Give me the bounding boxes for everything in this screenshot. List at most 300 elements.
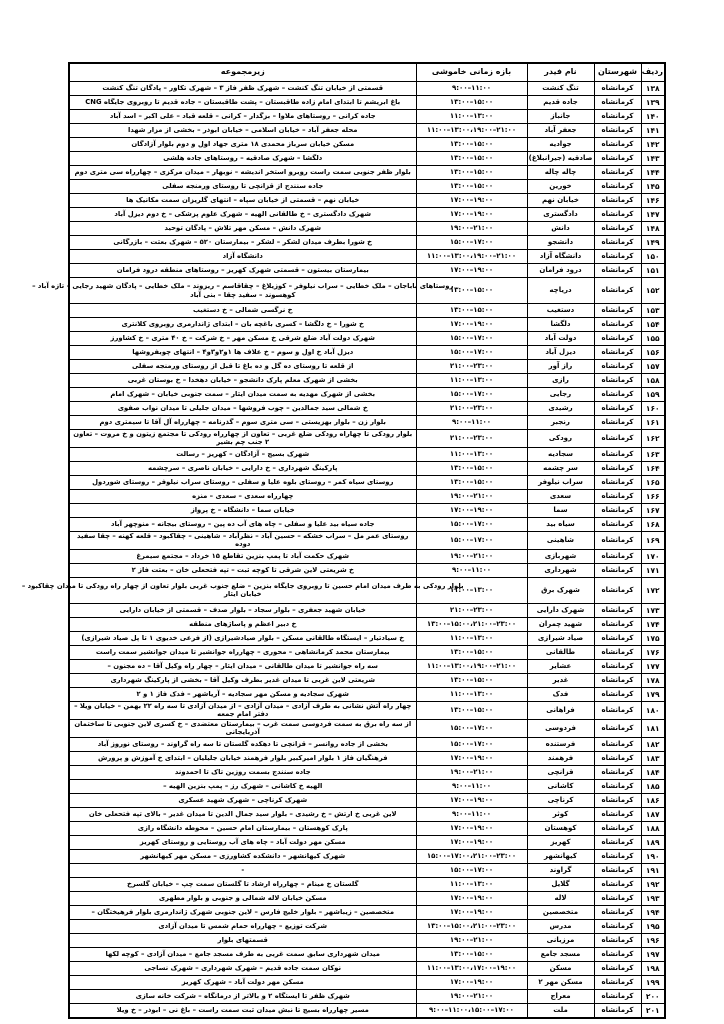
cell-details — [69, 180, 416, 194]
cell-county: کرمانشاه — [594, 388, 641, 402]
cell-time: ۱۹:۰۰–۲۱:۰۰ — [416, 933, 527, 947]
details-text: شهرک بسیج – آزادگان – کهریز – رسالت — [176, 450, 310, 459]
cell-feeder: کهریز — [527, 835, 594, 849]
cell-county: کرمانشاه — [594, 503, 641, 517]
cell-feeder: کاشانی — [527, 779, 594, 793]
cell-details — [21, 577, 464, 603]
details-text: بلوار زن – بلوار بهزیستی – سی متری سوم – گذرنامه – چهارراه آل آقا تا سیمتری دوم — [99, 418, 386, 427]
cell-county: کرمانشاه — [594, 430, 641, 448]
cell-time: ۱۵:۰۰–۱۷:۰۰ — [416, 346, 527, 360]
details-text: دانشگاه آزاد — [222, 252, 263, 261]
cell-row-number: ۱۹۵ — [641, 919, 665, 933]
cell-time: ۱۷:۰۰–۱۹:۰۰ — [416, 905, 527, 919]
table-row — [69, 687, 665, 701]
cell-time: ۱۳:۰۰–۱۵:۰۰ — [416, 180, 527, 194]
cell-row-number: ۲۰۱ — [641, 1003, 665, 1018]
header-time: بازه زمانی خاموشی — [416, 63, 527, 82]
header-row — [69, 63, 665, 82]
cell-time: ۱۹:۰۰–۲۱:۰۰ — [416, 489, 527, 503]
details-text: بلوار ظفر جنوبی سمت راست روبرو استخر اندیشه – نوبهار – میدان مرکزی – چهارراه سی متری دوم — [74, 168, 411, 177]
cell-details — [69, 659, 416, 673]
cell-row-number: ۱۳۸ — [641, 82, 665, 96]
table-row — [69, 765, 665, 779]
cell-time: ۱۵:۰۰–۱۷:۰۰ — [416, 236, 527, 250]
cell-row-number: ۱۴۰ — [641, 110, 665, 124]
details-text: قسمتهای بلوار — [217, 936, 268, 945]
cell-row-number: ۱۹۸ — [641, 961, 665, 975]
cell-time: ۱۷:۰۰–۱۹:۰۰ — [416, 975, 527, 989]
cell-time: ۱۳:۰۰–۱۵:۰۰،۲۱:۰۰–۲۳:۰۰ — [416, 919, 527, 933]
cell-feeder: سعدی — [527, 489, 594, 503]
cell-county: کرمانشاه — [594, 989, 641, 1003]
cell-county: کرمانشاه — [594, 849, 641, 863]
cell-feeder: قزانچی — [527, 765, 594, 779]
cell-feeder: کیهانشهر — [527, 849, 594, 863]
cell-county: کرمانشاه — [594, 236, 641, 250]
table-row — [69, 332, 665, 346]
details-text: روستای عمر مل – سراب خشکه – حسین آباد – نظرآباد – شاهینی – چقاکبود – قلعه کهنه – چقا سفید دوده — [77, 531, 409, 549]
details-text: مسکن خیابان سرباز محمدی ۱۸ متری جهاد اول و دوم بلوار آزادگان — [131, 140, 355, 149]
details-text: میدان شهرداری سابق سمت غربی به طرف مسجد جامع – میدان آزادی – کوچه لکها — [105, 950, 381, 959]
cell-row-number: ۱۹۷ — [641, 947, 665, 961]
cell-details — [69, 222, 416, 236]
table-body — [21, 82, 665, 1018]
cell-feeder: فردوسی — [527, 719, 594, 737]
cell-feeder: مسجد جامع — [527, 947, 594, 961]
details-text: مسکن مهر دولت آباد – شهرک کهریز — [181, 978, 304, 987]
details-text: بیمارستان بیستون – قسمتی شهرک کهریز – روستاهای منطقه درود فرامان — [116, 266, 369, 275]
cell-details — [69, 152, 416, 166]
table-row — [69, 919, 665, 933]
cell-county: کرمانشاه — [594, 531, 641, 549]
cell-feeder: متخصصین — [527, 905, 594, 919]
cell-time: ۱۵:۰۰–۱۷:۰۰ — [416, 388, 527, 402]
cell-time: ۱۹:۰۰–۲۱:۰۰ — [416, 549, 527, 563]
cell-time: ۹:۰۰–۱۱:۰۰ — [416, 416, 527, 430]
details-text: روستای سیاه کمر – روستای بلوه علیا و سفلی – روستای سراب نیلوفر – روستای شوردول — [92, 478, 394, 487]
cell-details — [69, 563, 416, 577]
cell-time: ۱۷:۰۰–۱۹:۰۰ — [416, 264, 527, 278]
cell-row-number: ۱۴۳ — [641, 152, 665, 166]
cell-feeder: فدک — [527, 687, 594, 701]
table-row — [69, 821, 665, 835]
cell-county: کرمانشاه — [594, 719, 641, 737]
table-row — [69, 849, 665, 863]
cell-county: کرمانشاه — [594, 416, 641, 430]
cell-details — [69, 603, 416, 617]
cell-feeder: لاله — [527, 891, 594, 905]
details-text: الهیه خ کاشانی – شهرک رز – پمپ بنزین الهیه – — [163, 782, 323, 791]
cell-details — [69, 430, 416, 448]
table-row — [69, 475, 665, 489]
cell-feeder: تنگ کنشت — [527, 82, 594, 96]
details-text: مسیر چهارراه بسیج تا نبش میدان ثبت سمت راست – باغ نی – ابوذر – خ ویلا — [116, 1006, 369, 1015]
cell-feeder: معراج — [527, 989, 594, 1003]
details-text: خیابان شهید جعفری – بلوار سجاد – بلوار صدف – قسمتی از خیابان دارایی — [119, 606, 366, 615]
cell-time: ۱۷:۰۰–۱۹:۰۰ — [416, 318, 527, 332]
details-text: بلوار رودکی تا چهاراه رودکی ضلع غربی – تعاون از چهارراه رودکی تا مجتمع زیتون و خ مروت – تعاون ۲ جنب چم بشیر — [73, 430, 413, 447]
cell-row-number: ۱۷۲ — [641, 577, 665, 603]
cell-row-number: ۱۸۶ — [641, 793, 665, 807]
cell-time: ۱۳:۰۰–۱۵:۰۰،۲۱:۰۰–۲۳:۰۰ — [416, 617, 527, 631]
cell-details — [69, 1003, 416, 1018]
cell-time: ۱۹:۰۰–۲۱:۰۰ — [416, 222, 527, 236]
cell-county: کرمانشاه — [594, 208, 641, 222]
cell-feeder: شاهینی — [527, 531, 594, 549]
cell-county: کرمانشاه — [594, 194, 641, 208]
cell-time: ۱۳:۰۰–۱۵:۰۰ — [416, 673, 527, 687]
cell-time: ۹:۰۰–۱۱:۰۰ — [416, 563, 527, 577]
table-row — [69, 719, 665, 737]
table-row — [69, 124, 665, 138]
cell-details — [69, 821, 416, 835]
details-text: شهرک کرناچی – شهرک شهید عسکری — [178, 796, 308, 805]
cell-row-number: ۱۳۹ — [641, 96, 665, 110]
cell-details — [69, 645, 416, 659]
cell-feeder: فرستنده — [527, 737, 594, 751]
cell-feeder: دریاچه — [527, 278, 594, 304]
cell-time: ۲۱:۰۰–۲۳:۰۰ — [416, 402, 527, 416]
table-row — [69, 278, 665, 304]
table-row — [69, 631, 665, 645]
cell-details — [32, 278, 454, 304]
cell-details — [69, 751, 416, 765]
cell-county: کرمانشاه — [594, 751, 641, 765]
cell-time: ۱۱:۰۰–۱۳:۰۰،۱۷:۰۰–۱۹:۰۰ — [416, 961, 527, 975]
cell-county: کرمانشاه — [594, 278, 641, 304]
details-text: چهار راه آتش نشانی به طرف آزادی – میدان آزادی – از میدان آزادی تا سه راه ۲۲ بهمن – خیابان ویلا – دفتر امام جمعه — [74, 701, 412, 719]
details-text: لاین غربی خ ارتش – خ رشیدی – بلوار سید جمال الدین تا میدان غدیر – بالای تپه فتحعلی خان — [88, 810, 397, 819]
cell-county: کرمانشاه — [594, 701, 641, 719]
cell-row-number: ۱۴۷ — [641, 208, 665, 222]
table-row — [69, 152, 665, 166]
cell-row-number: ۱۹۱ — [641, 863, 665, 877]
table-row — [69, 673, 665, 687]
cell-feeder: فراهانی — [527, 701, 594, 719]
cell-details — [69, 919, 416, 933]
cell-time: ۱۷:۰۰–۱۹:۰۰ — [416, 793, 527, 807]
table-row — [69, 110, 665, 124]
cell-row-number: ۱۵۴ — [641, 318, 665, 332]
cell-row-number: ۱۵۲ — [641, 278, 665, 304]
cell-county: کرمانشاه — [594, 617, 641, 631]
cell-time: ۱۱:۰۰–۱۳:۰۰ — [416, 110, 527, 124]
cell-row-number: ۱۶۱ — [641, 416, 665, 430]
cell-county: کرمانشاه — [594, 975, 641, 989]
cell-row-number: ۱۷۴ — [641, 617, 665, 631]
details-text: محله جعفر آباد – خیابان اسلامی – خیابان ابوذر – بخشی از مزار شهدا — [128, 126, 358, 135]
cell-time: ۹:۰۰–۱۱:۰۰ — [416, 807, 527, 821]
cell-county: کرمانشاه — [594, 737, 641, 751]
cell-county: کرمانشاه — [594, 961, 641, 975]
cell-details — [69, 905, 416, 919]
cell-details — [69, 617, 416, 631]
cell-feeder: سر چشمه — [527, 461, 594, 475]
cell-details — [69, 264, 416, 278]
cell-row-number: ۱۶۹ — [641, 531, 665, 549]
cell-details — [69, 360, 416, 374]
cell-feeder: کوهستان — [527, 821, 594, 835]
cell-time: ۱۱:۰۰–۱۳:۰۰ — [416, 631, 527, 645]
cell-row-number: ۱۷۵ — [641, 631, 665, 645]
cell-county: کرمانشاه — [594, 489, 641, 503]
cell-county: کرمانشاه — [594, 863, 641, 877]
details-text: خ سیادتیار – ایستگاه طالقانی مسکن – بلوار صیادشیرازی (از فرعی خدیوی ۱ تا پل صیاد شیرازی) — [81, 634, 405, 643]
cell-row-number: ۱۸۵ — [641, 779, 665, 793]
cell-time: ۱۵:۰۰–۱۷:۰۰ — [416, 332, 527, 346]
cell-time: ۱۵:۰۰–۱۷:۰۰ — [416, 719, 527, 737]
cell-details — [69, 779, 416, 793]
details-text: خیابان سما – دانشگاه – خ پرواز — [190, 506, 295, 515]
cell-time: ۱۱:۰۰–۱۳:۰۰ — [416, 447, 527, 461]
cell-row-number: ۱۹۶ — [641, 933, 665, 947]
table-row — [69, 416, 665, 430]
cell-county: کرمانشاه — [594, 631, 641, 645]
cell-details — [69, 489, 416, 503]
cell-feeder: شهید چمران — [527, 617, 594, 631]
cell-feeder: دیزل آباد — [527, 346, 594, 360]
cell-county: کرمانشاه — [594, 765, 641, 779]
cell-time: ۹:۰۰–۱۱:۰۰ — [416, 82, 527, 96]
header-county: شهرستان — [594, 63, 641, 82]
cell-feeder: جعفر آباد — [527, 124, 594, 138]
cell-feeder: گراوند — [527, 863, 594, 877]
table-row — [69, 563, 665, 577]
details-text: جاده سیاه بید علیا و سفلی – چاه های آب ده پین – روستای بیجانه – منوچهر آباد — [110, 520, 375, 529]
cell-row-number: ۱۶۲ — [641, 430, 665, 448]
table-row — [69, 96, 665, 110]
cell-county: کرمانشاه — [594, 517, 641, 531]
cell-county: کرمانشاه — [594, 152, 641, 166]
cell-county: کرمانشاه — [594, 933, 641, 947]
cell-details — [69, 737, 416, 751]
cell-details — [69, 82, 416, 96]
cell-details — [69, 947, 416, 961]
cell-feeder: دانشگاه آزاد — [527, 250, 594, 264]
cell-county: کرمانشاه — [594, 821, 641, 835]
details-text: روستاهای باباجان – ملک خطایی – سراب نیلوفر – کوزیلاغ – چقاقاسم – ریزوند – ملک خطایی – پادگان شهید رجایی – تازه آباد – کوهسوند – سفید چقا – بنی آباد — [32, 282, 454, 299]
cell-county: کرمانشاه — [594, 549, 641, 563]
cell-details — [69, 807, 416, 821]
cell-feeder: کوثر — [527, 807, 594, 821]
cell-row-number: ۱۷۱ — [641, 563, 665, 577]
cell-time: ۲۱:۰۰–۲۳:۰۰ — [416, 603, 527, 617]
cell-details — [69, 332, 416, 346]
cell-time: ۱۱:۰۰–۱۳:۰۰،۱۹:۰۰–۲۱:۰۰ — [416, 124, 527, 138]
cell-feeder: جاده قدیم — [527, 96, 594, 110]
cell-feeder: مرزبانی — [527, 933, 594, 947]
details-text: خ شورا – خ دلگشا – کسری باغچه بان – ابتدای ژاندارمری روبروی کلانتری — [121, 320, 364, 329]
header-details: زیرمجموعه — [69, 63, 416, 82]
cell-feeder: راز آور — [527, 360, 594, 374]
cell-county: کرمانشاه — [594, 180, 641, 194]
table-row — [69, 835, 665, 849]
cell-county: کرمانشاه — [594, 250, 641, 264]
cell-details — [69, 250, 416, 264]
cell-county: کرمانشاه — [594, 346, 641, 360]
cell-time: ۱۹:۰۰–۲۱:۰۰ — [416, 989, 527, 1003]
cell-feeder: مدرس — [527, 919, 594, 933]
details-text: بخشی از شهرک معلم پارک دانشجو – خیابان دهخدا – خ بوستان غربی — [127, 376, 358, 385]
cell-time: ۱۹:۰۰–۲۱:۰۰ — [416, 765, 527, 779]
cell-row-number: ۱۵۳ — [641, 304, 665, 318]
details-text: دلگشا – شهرک صادقیه – روستاهای جاده هلشی — [163, 154, 323, 163]
cell-details — [69, 877, 416, 891]
table-row — [69, 877, 665, 891]
cell-time: ۹:۰۰–۱۱:۰۰ — [416, 779, 527, 793]
cell-county: کرمانشاه — [594, 402, 641, 416]
table-row — [69, 82, 665, 96]
cell-feeder: غدیر — [527, 673, 594, 687]
cell-row-number: ۱۷۹ — [641, 687, 665, 701]
cell-feeder: شهربازی — [527, 549, 594, 563]
cell-feeder: صیاد شیرازی — [527, 631, 594, 645]
cell-row-number: ۱۴۹ — [641, 236, 665, 250]
cell-time: ۲۱:۰۰–۲۳:۰۰ — [416, 360, 527, 374]
cell-time: ۱۱:۰۰–۱۳:۰۰ — [416, 687, 527, 701]
cell-county: کرمانشاه — [594, 687, 641, 701]
cell-details — [69, 531, 416, 549]
table-row — [69, 751, 665, 765]
cell-county: کرمانشاه — [594, 374, 641, 388]
cell-feeder: رشیدی — [527, 402, 594, 416]
cell-county: کرمانشاه — [594, 360, 641, 374]
cell-details — [69, 166, 416, 180]
cell-details — [69, 447, 416, 461]
details-text: پارک کوهستان – بیمارستان امام حسین – محوطه دانشگاه رازی — [137, 824, 348, 833]
table-row — [69, 947, 665, 961]
table-row — [69, 961, 665, 975]
table-row — [69, 180, 665, 194]
cell-county: کرمانشاه — [594, 807, 641, 821]
cell-county: کرمانشاه — [594, 110, 641, 124]
cell-row-number: ۱۶۸ — [641, 517, 665, 531]
cell-row-number: ۱۸۴ — [641, 765, 665, 779]
details-text: خ شریعتی لاین شرقی تا کوچه ثبت – تپه فتحعلی خان – بعثت فاز ۲ — [131, 566, 354, 575]
table-row — [69, 863, 665, 877]
cell-row-number: ۱۸۱ — [641, 719, 665, 737]
cell-feeder: شهرداری — [527, 563, 594, 577]
cell-details — [69, 208, 416, 222]
cell-county: کرمانشاه — [594, 603, 641, 617]
details-text: از سه راه برق به سمت فردوسی سمت غرب – بیمارستان معتضدی – خ کسری لاین جنوبی تا ساختمان آذربایجانی — [74, 719, 412, 737]
cell-county: کرمانشاه — [594, 1003, 641, 1018]
cell-row-number: ۱۴۲ — [641, 138, 665, 152]
table-row — [69, 645, 665, 659]
table-header — [69, 63, 665, 82]
cell-time: ۱۵:۰۰–۱۷:۰۰ — [416, 531, 527, 549]
cell-row-number: ۱۸۰ — [641, 701, 665, 719]
cell-county: کرمانشاه — [594, 659, 641, 673]
cell-details — [69, 461, 416, 475]
cell-feeder: دانشجو — [527, 236, 594, 250]
details-text: جاده سنندج از قزانچی تا روستای ورمنجه سفلی — [162, 182, 324, 191]
cell-county: کرمانشاه — [594, 166, 641, 180]
cell-row-number: ۱۷۶ — [641, 645, 665, 659]
details-text: شرکت توزیع – چهارراه حمام شمس تا میدان آزادی — [158, 922, 328, 931]
details-text: سه راه جوانشیر تا میدان طالقانی – میدان ایثار – چهار راه وکیل آقا – ده مجنون – — [107, 662, 378, 671]
details-text: خ شمالی سید جمالدین – چوب فروشها – میدان جلیلی تا میدان نواب صفوی — [117, 404, 368, 413]
cell-details — [69, 961, 416, 975]
cell-details — [69, 549, 416, 563]
cell-row-number: ۱۹۴ — [641, 905, 665, 919]
cell-time: ۱۵:۰۰–۱۷:۰۰،۲۱:۰۰–۲۳:۰۰ — [416, 849, 527, 863]
table-row — [69, 891, 665, 905]
cell-row-number: ۱۴۱ — [641, 124, 665, 138]
table-row — [69, 905, 665, 919]
cell-details — [69, 503, 416, 517]
cell-feeder: رودکی — [527, 430, 594, 448]
outage-schedule-table — [21, 62, 666, 1019]
details-text: شهرک سجادیه و مسکن مهر سجادیه – آریاشهر – فدک فاز ۱ و ۲ — [136, 690, 349, 699]
cell-details — [69, 673, 416, 687]
cell-time: ۱۳:۰۰–۱۵:۰۰ — [416, 152, 527, 166]
cell-time: ۱۳:۰۰–۱۵:۰۰ — [416, 138, 527, 152]
cell-details — [69, 304, 416, 318]
cell-county: کرمانشاه — [594, 891, 641, 905]
cell-county: کرمانشاه — [594, 222, 641, 236]
details-text: بلوار رودکی به طرف میدان امام حسین تا روبروی جایگاه بنزین – ضلع جنوب غربی بلوار تعاون از چهار راه رودکی تا میدان چقاکبود – خیابان ایثار — [21, 581, 464, 599]
details-text: شریعتی لاین غربی تا میدان غدیر بطرف وکیل آقا – بخشی از پارکینگ شهرداری — [110, 676, 376, 685]
cell-details — [69, 110, 416, 124]
cell-row-number: ۱۴۴ — [641, 166, 665, 180]
cell-feeder: رجایی — [527, 388, 594, 402]
cell-county: کرمانشاه — [594, 461, 641, 475]
table-row — [69, 374, 665, 388]
table-row — [69, 208, 665, 222]
cell-feeder: عشایر — [527, 659, 594, 673]
cell-county: کرمانشاه — [594, 779, 641, 793]
cell-feeder: مسکن مهر ۲ — [527, 975, 594, 989]
details-text: گلستان خ مینام – چهارراه ارشاد تا گلستان سمت چپ – خیابان گلسرخ — [126, 880, 359, 889]
cell-time: ۱۷:۰۰–۱۹:۰۰ — [416, 821, 527, 835]
cell-county: کرمانشاه — [594, 919, 641, 933]
cell-time: ۱۱:۰۰–۱۳:۰۰،۱۹:۰۰–۲۱:۰۰ — [416, 250, 527, 264]
table-row — [69, 346, 665, 360]
cell-row-number: ۱۶۵ — [641, 475, 665, 489]
cell-county: کرمانشاه — [594, 673, 641, 687]
cell-row-number: ۱۸۷ — [641, 807, 665, 821]
header-feeder: نام فیدر — [527, 63, 594, 82]
cell-details — [69, 388, 416, 402]
cell-county: کرمانشاه — [594, 332, 641, 346]
table-row — [69, 236, 665, 250]
details-text: دیزل آباد خ اول و سوم – خ علاف ها ۱و۲و۳و۴ – انتهای چوبفروشها — [132, 348, 354, 357]
details-text: بخشی از جاده روانسر – قزانچی تا دهکده گلستان تا سه راه گراوند – روستای نوروز آباد — [97, 740, 388, 749]
details-text: شهرک دولت آباد ضلع شرقی خ مسکن مهر – خ شرکت – خ ۴۰ متری – خ کشاورز — [110, 334, 375, 343]
table-row — [69, 138, 665, 152]
table-row — [69, 517, 665, 531]
details-text: بیمارستان محمد کرمانشاهی – محوری – چهارراه جوانشیر تا میدان جوانشیر سمت راست — [95, 648, 390, 657]
cell-feeder: رازی — [527, 374, 594, 388]
table-row — [69, 447, 665, 461]
table-row — [69, 222, 665, 236]
details-text: جاده کرانی – روستاهای ملاوا – بزگدار – کرانی – قلعه قباد – علی اکبر – اسد آباد — [109, 112, 376, 121]
cell-feeder: چاله چاله — [527, 166, 594, 180]
cell-time: ۱۳:۰۰–۱۵:۰۰ — [416, 166, 527, 180]
table-row — [69, 701, 665, 719]
table-row — [69, 737, 665, 751]
details-text: جاده سنندج بسمت روزین تاک تا احمدوند — [174, 768, 311, 777]
cell-details — [69, 318, 416, 332]
cell-feeder: دولت آباد — [527, 332, 594, 346]
table-row — [69, 531, 665, 549]
details-text: مسکن خیابان لاله شمالی و جنوبی و بلوار مطهری — [158, 894, 327, 903]
cell-row-number: ۱۷۰ — [641, 549, 665, 563]
table-row — [69, 430, 665, 448]
details-text: - — [241, 866, 245, 875]
cell-feeder: سما — [527, 503, 594, 517]
